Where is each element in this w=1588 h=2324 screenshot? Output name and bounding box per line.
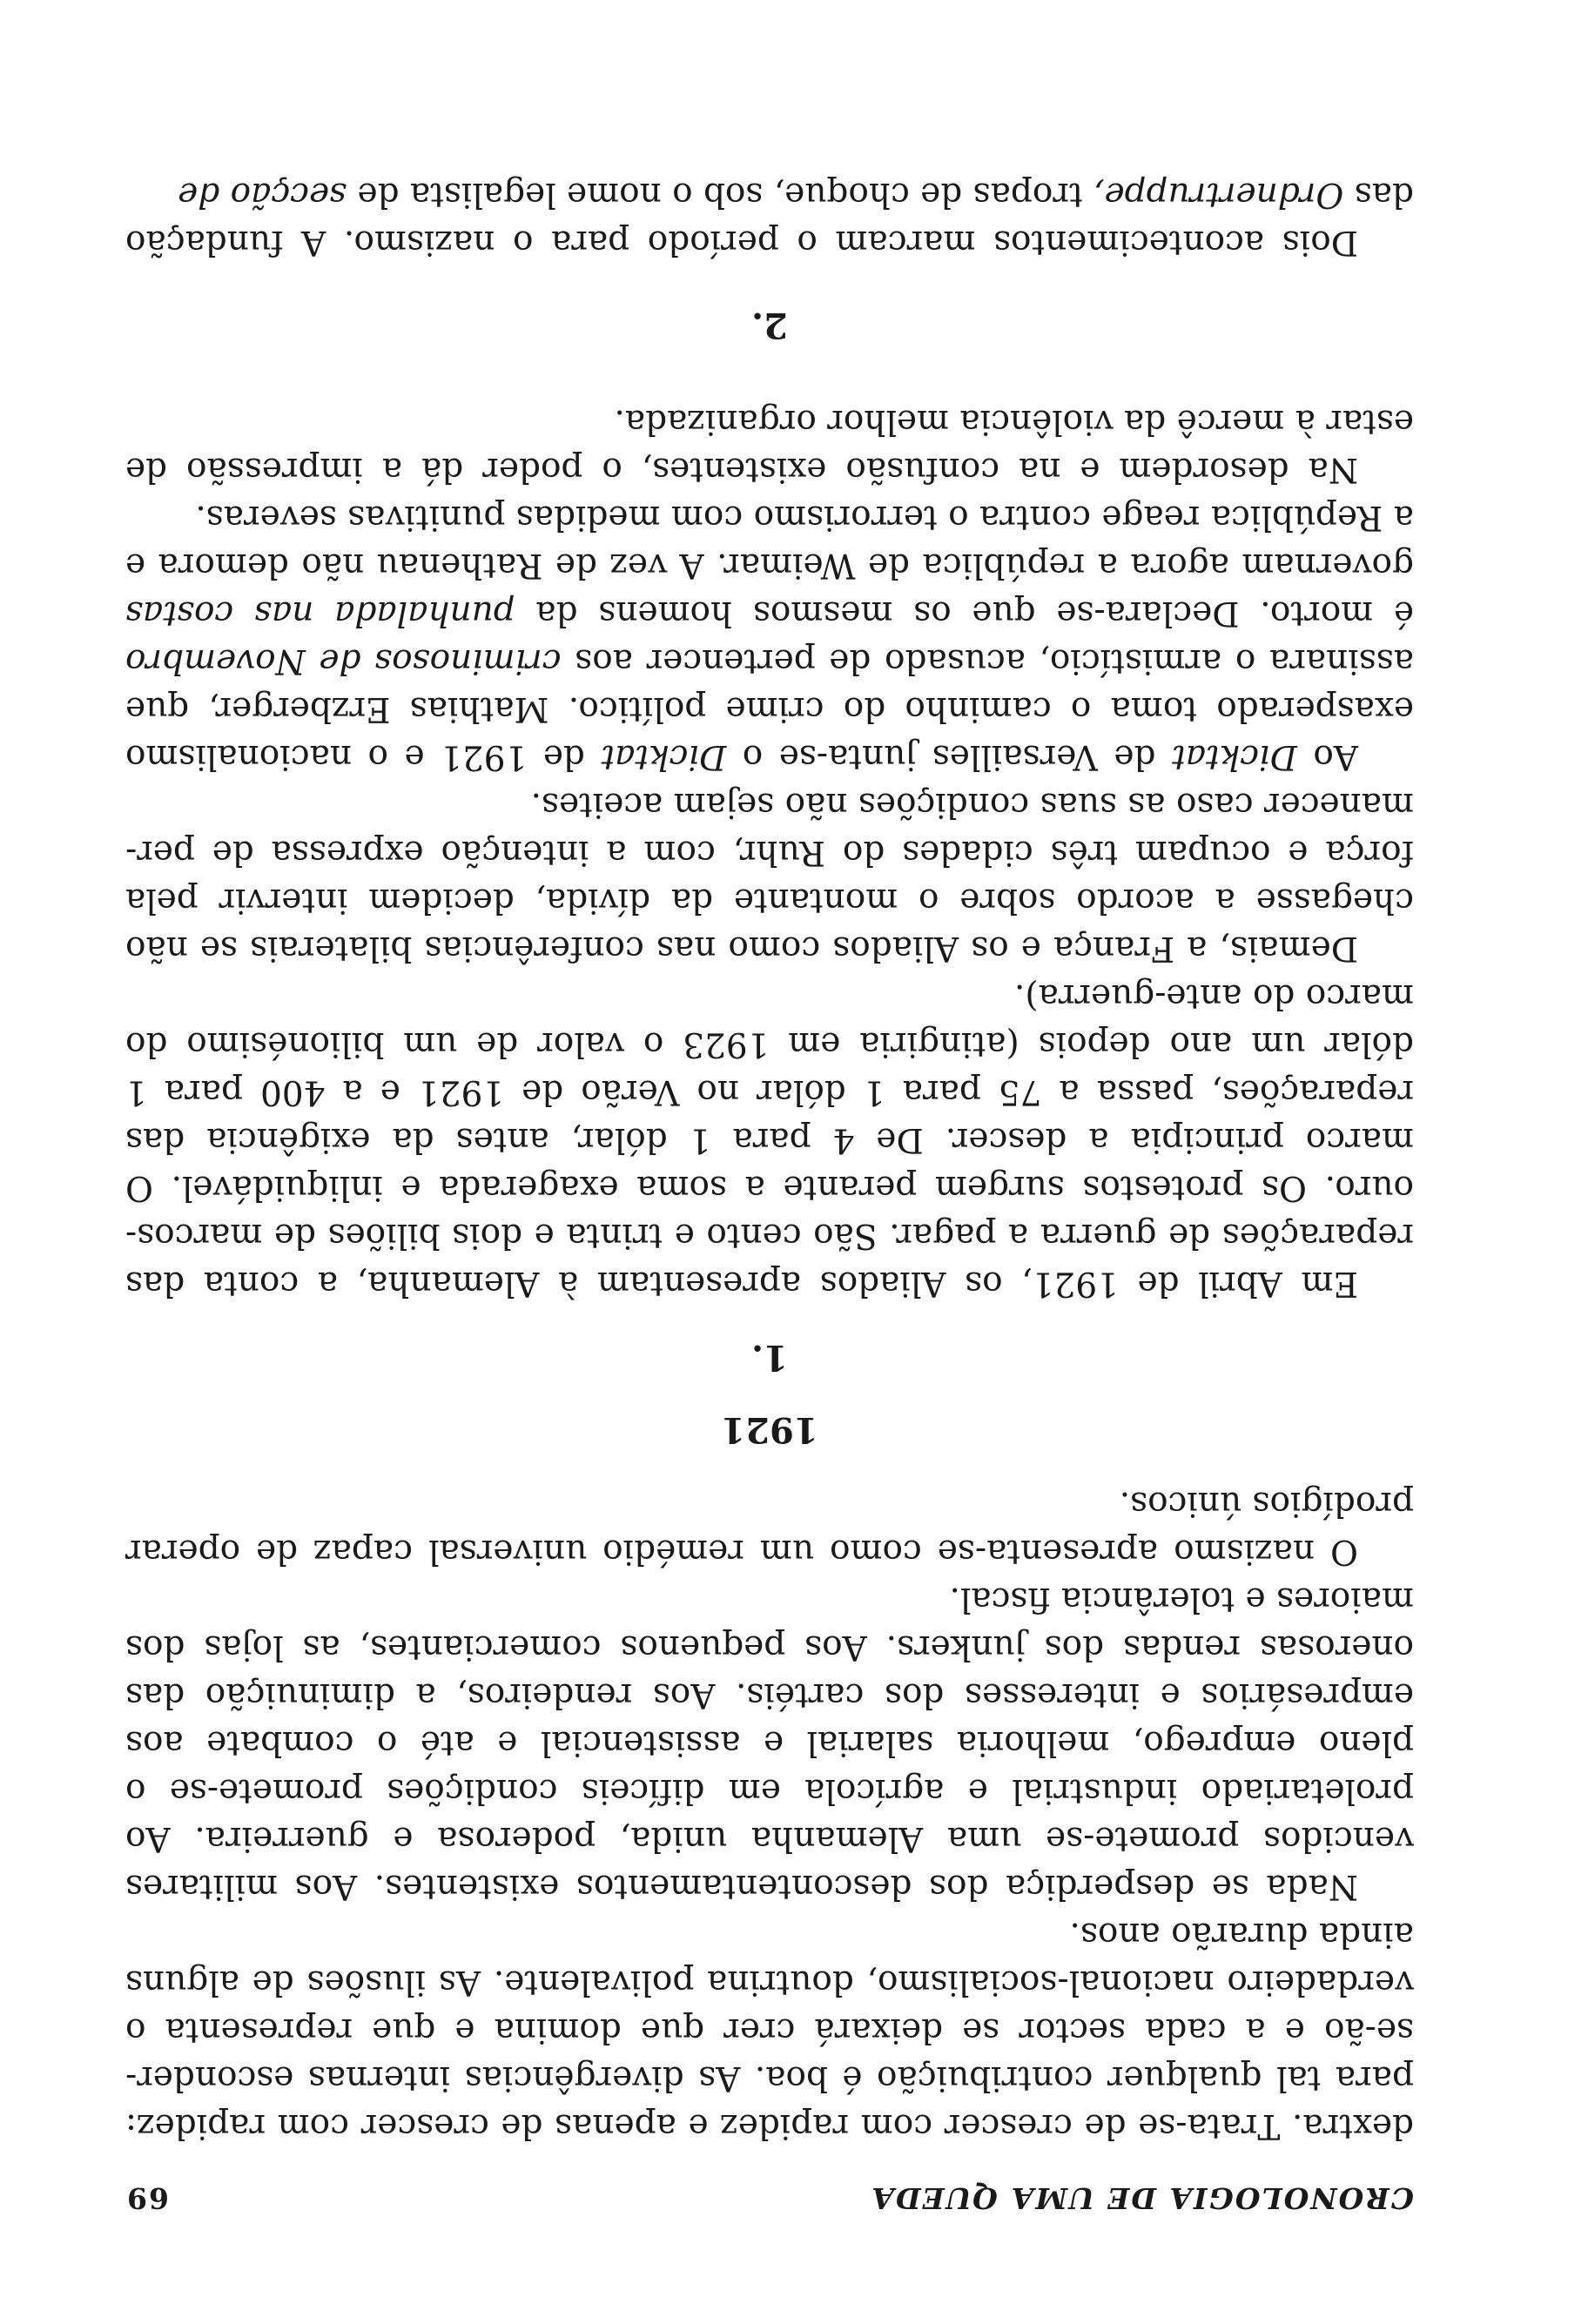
paragraph-1: dextra. Trata-se de crescer com rapidez e apenas de crescer com rapidez: para tal qualquer contribuição é boa. As divergências internas esconder-se-ão e a cada sector se deixará crer que domina e que representa o verdadeiro nacional-socialismo, doutrina polivalente. As ilusões de alguns ainda durarão anos. xyxy=(125,1915,1414,2146)
italic-term: secção de xyxy=(178,175,347,214)
year-heading: 1921 xyxy=(721,1409,818,1450)
text-run: Ao xyxy=(1296,737,1358,776)
italic-term: Ordnertruppe, xyxy=(1093,175,1344,214)
text-run: governam agora a república de Weimar. A vez de Rathenau não demora e a República reage contra o terrorismo com medidas punitivas severas. xyxy=(125,498,1414,585)
text-run: de 1921 e o nacionalismo exasperado toma o caminho do crime político. Mathias Erzberger, que assinara o armistício, acusado de pertencer aos xyxy=(125,641,1414,776)
text-run: Dois acontecimentos marcam o período para o nazismo. A fundação das xyxy=(125,175,1414,262)
section-1-heading: 1. xyxy=(751,1337,788,1378)
text-run: é morto. Declara-se que os mesmos homens da xyxy=(515,594,1414,633)
body-text xyxy=(125,171,1414,2150)
italic-term: Dicktat xyxy=(1172,737,1297,776)
section-2-heading: 2. xyxy=(751,305,788,346)
text-run: tropas de choque, sob o nome legalista de xyxy=(347,175,1094,214)
italic-term: criminosos de Novembro xyxy=(125,641,562,681)
paragraph-2: Nada se desperdiça dos descontentamentos existentes. Aos militares vencidos promete-se uma Alemanha unida, poderosa e guerreira. Ao proletariado industrial e agrícola em difíceis condições promete-se o pleno emprego, melhoria salarial e assistencial e até o combate aos empresários e interesses dos cartéis. Aos rendeiros, a diminuição das onerosas rendas dos junkers. Aos pequenos comerciantes, as lojas dos maiores e tolerância fiscal. xyxy=(125,1580,1414,1906)
paragraph-6 xyxy=(125,494,1414,781)
paragraph-7: Na desordem e na confusão existentes, o poder dá a impressão de estar à mercê da violência melhor organizada. xyxy=(125,402,1414,489)
paragraph-3: O nazismo apresenta-se como um remédio universal capaz de operar prodígios únicos. xyxy=(125,1484,1414,1571)
page-number: 69 xyxy=(125,2181,169,2215)
paragraph-5: Demais, a França e os Aliados como nas conferências bilaterais se não chegasse a acordo sobre o montante da dívida, decidem intervir pela força e ocupam três cidades do Ruhr, com a intenção expressa de permanecer caso as suas condições não sejam aceites. xyxy=(125,785,1414,968)
paragraph-4: Em Abril de 1921, os Aliados apresentam à Alemanha, a conta das reparações de guerra a pagar. São cento e trinta e dois biliões de marcos-ouro. Os protestos surgem perante a soma exagerada e inliquidável. O marco principia a descer. De 4 para 1 dólar, antes da exigência das reparações, passa a 75 para 1 dólar no Verão de 1921 e a 400 para 1 dólar um ano depois (atingiria em 1923 o valor de um bilionésimo do marco do ante-guerra). xyxy=(125,977,1414,1303)
text-run: de Versailles junta-se o xyxy=(726,737,1173,776)
italic-term: punhalada nas costas xyxy=(125,594,515,633)
running-head-title: CRONOLOGIA DE UMA QUEDA xyxy=(870,2181,1414,2215)
paragraph-8 xyxy=(125,171,1414,266)
italic-term: Dicktat xyxy=(601,737,727,776)
running-head xyxy=(125,2181,1414,2215)
